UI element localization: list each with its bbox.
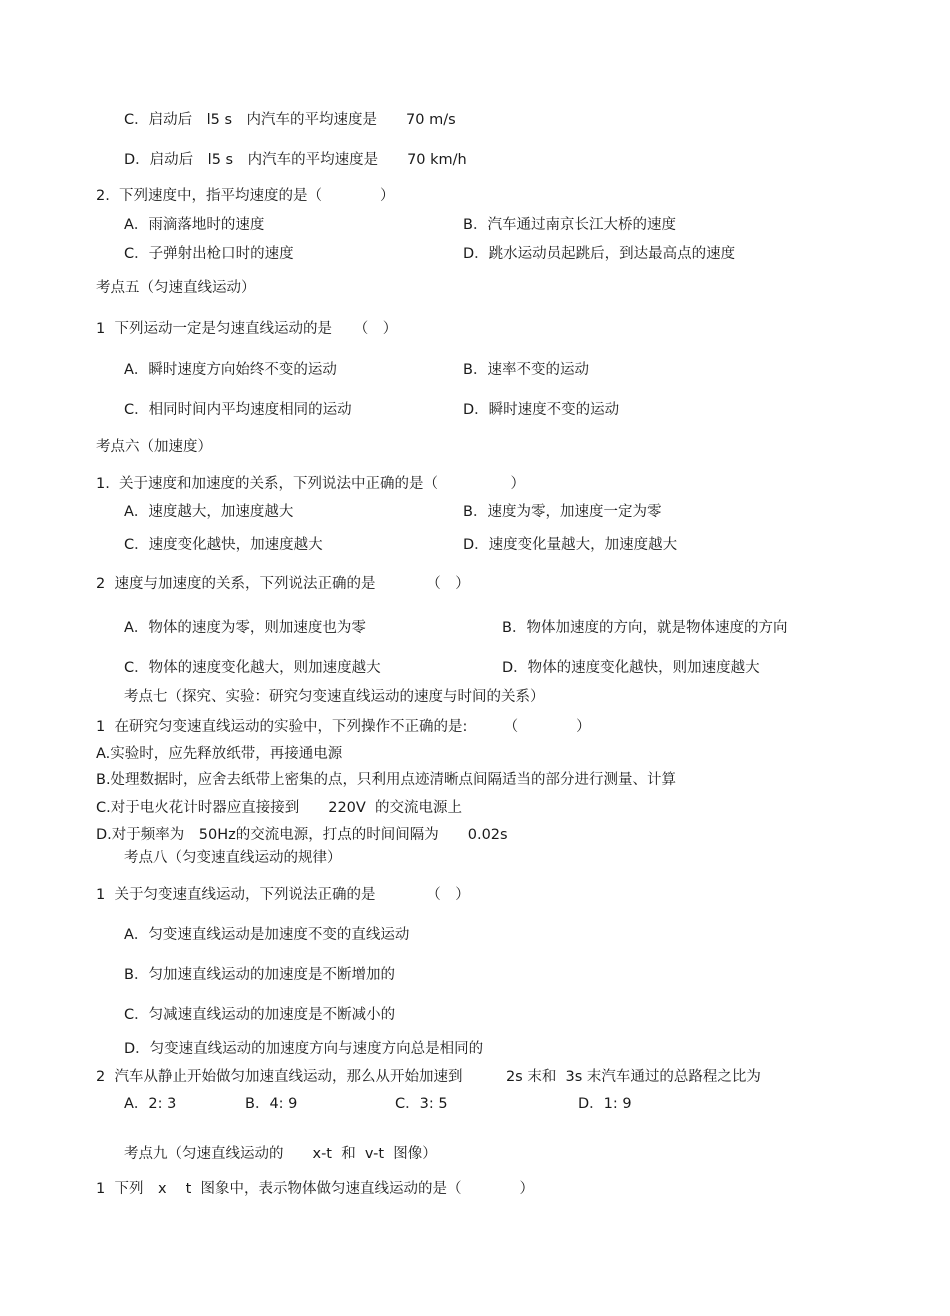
option-c: C.对于电火花计时器应直接接到 220V 的交流电源上 — [96, 800, 463, 816]
option-b: B．物体加速度的方向，就是物体速度的方向 — [502, 620, 788, 636]
option-b: B．4: 9 — [245, 1096, 298, 1112]
option-c: C．3: 5 — [395, 1096, 448, 1112]
option-c: C．启动后 l5 s 内汽车的平均速度是 70 m/s — [124, 112, 456, 128]
option-a: A．物体的速度为零，则加速度也为零 — [124, 620, 366, 636]
question: 2. 下列速度中，指平均速度的是（ ） — [96, 188, 395, 204]
question: 1 下列运动一定是匀速直线运动的是 （ ） — [96, 321, 398, 337]
section-heading: 考点五（匀速直线运动） — [96, 280, 256, 296]
option-d: D．跳水运动员起跳后，到达最高点的速度 — [463, 246, 736, 262]
option-d: D．瞬时速度不变的运动 — [463, 402, 620, 418]
option-a: A．速度越大，加速度越大 — [124, 504, 294, 520]
option-c: C．匀减速直线运动的加速度是不断减小的 — [124, 1007, 396, 1023]
option-c: C．相同时间内平均速度相同的运动 — [124, 402, 352, 418]
option-a: A．2: 3 — [124, 1096, 177, 1112]
option-d: D．1: 9 — [578, 1096, 632, 1112]
section-heading: 考点九（匀速直线运动的 x-t 和 v-t 图像） — [124, 1146, 437, 1162]
question: 1 关于匀变速直线运动，下列说法正确的是 （ ） — [96, 887, 470, 903]
option-a: A．匀变速直线运动是加速度不变的直线运动 — [124, 927, 410, 943]
option-d: D．匀变速直线运动的加速度方向与速度方向总是相同的 — [124, 1041, 484, 1057]
option-d: D．启动后 l5 s 内汽车的平均速度是 70 km/h — [124, 152, 467, 168]
question: 1 下列 x t 图象中，表示物体做匀速直线运动的是（ ） — [96, 1181, 535, 1197]
option-c: C．物体的速度变化越大，则加速度越大 — [124, 660, 381, 676]
option-d: D．速度变化量越大，加速度越大 — [463, 537, 678, 553]
option-b: B．匀加速直线运动的加速度是不断增加的 — [124, 967, 395, 983]
option-a: A．雨滴落地时的速度 — [124, 217, 265, 233]
option-c: C．速度变化越快，加速度越大 — [124, 537, 323, 553]
question: 2 汽车从静止开始做匀加速直线运动，那么从开始加速到 2s 末和 3s 末汽车通过的总路程之比为 — [96, 1069, 761, 1085]
question: 1. 关于速度和加速度的关系，下列说法中正确的是（ ） — [96, 476, 526, 492]
question: 1 在研究匀变速直线运动的实验中，下列操作不正确的是: （ ） — [96, 719, 591, 735]
option-b: B.处理数据时，应舍去纸带上密集的点，只利用点迹清晰点间隔适当的部分进行测量、计算 — [96, 772, 677, 788]
option-d: D．物体的速度变化越快，则加速度越大 — [502, 660, 760, 676]
option-b: B．速度为零，加速度一定为零 — [463, 504, 662, 520]
option-b: B．速率不变的运动 — [463, 362, 589, 378]
option-c: C．子弹射出枪口时的速度 — [124, 246, 294, 262]
option-a: A．瞬时速度方向始终不变的运动 — [124, 362, 337, 378]
section-heading: 考点六（加速度） — [96, 439, 212, 455]
section-heading: 考点七（探究、实验：研究匀变速直线运动的速度与时间的关系） — [124, 689, 545, 705]
option-b: B．汽车通过南京长江大桥的速度 — [463, 217, 676, 233]
section-heading: 考点八（匀变速直线运动的规律） — [124, 850, 342, 866]
option-d: D.对于频率为 50Hz的交流电源，打点的时间间隔为 0.02s — [96, 827, 508, 843]
question: 2 速度与加速度的关系，下列说法正确的是 （ ） — [96, 576, 470, 592]
option-a: A.实验时，应先释放纸带，再接通电源 — [96, 746, 343, 762]
